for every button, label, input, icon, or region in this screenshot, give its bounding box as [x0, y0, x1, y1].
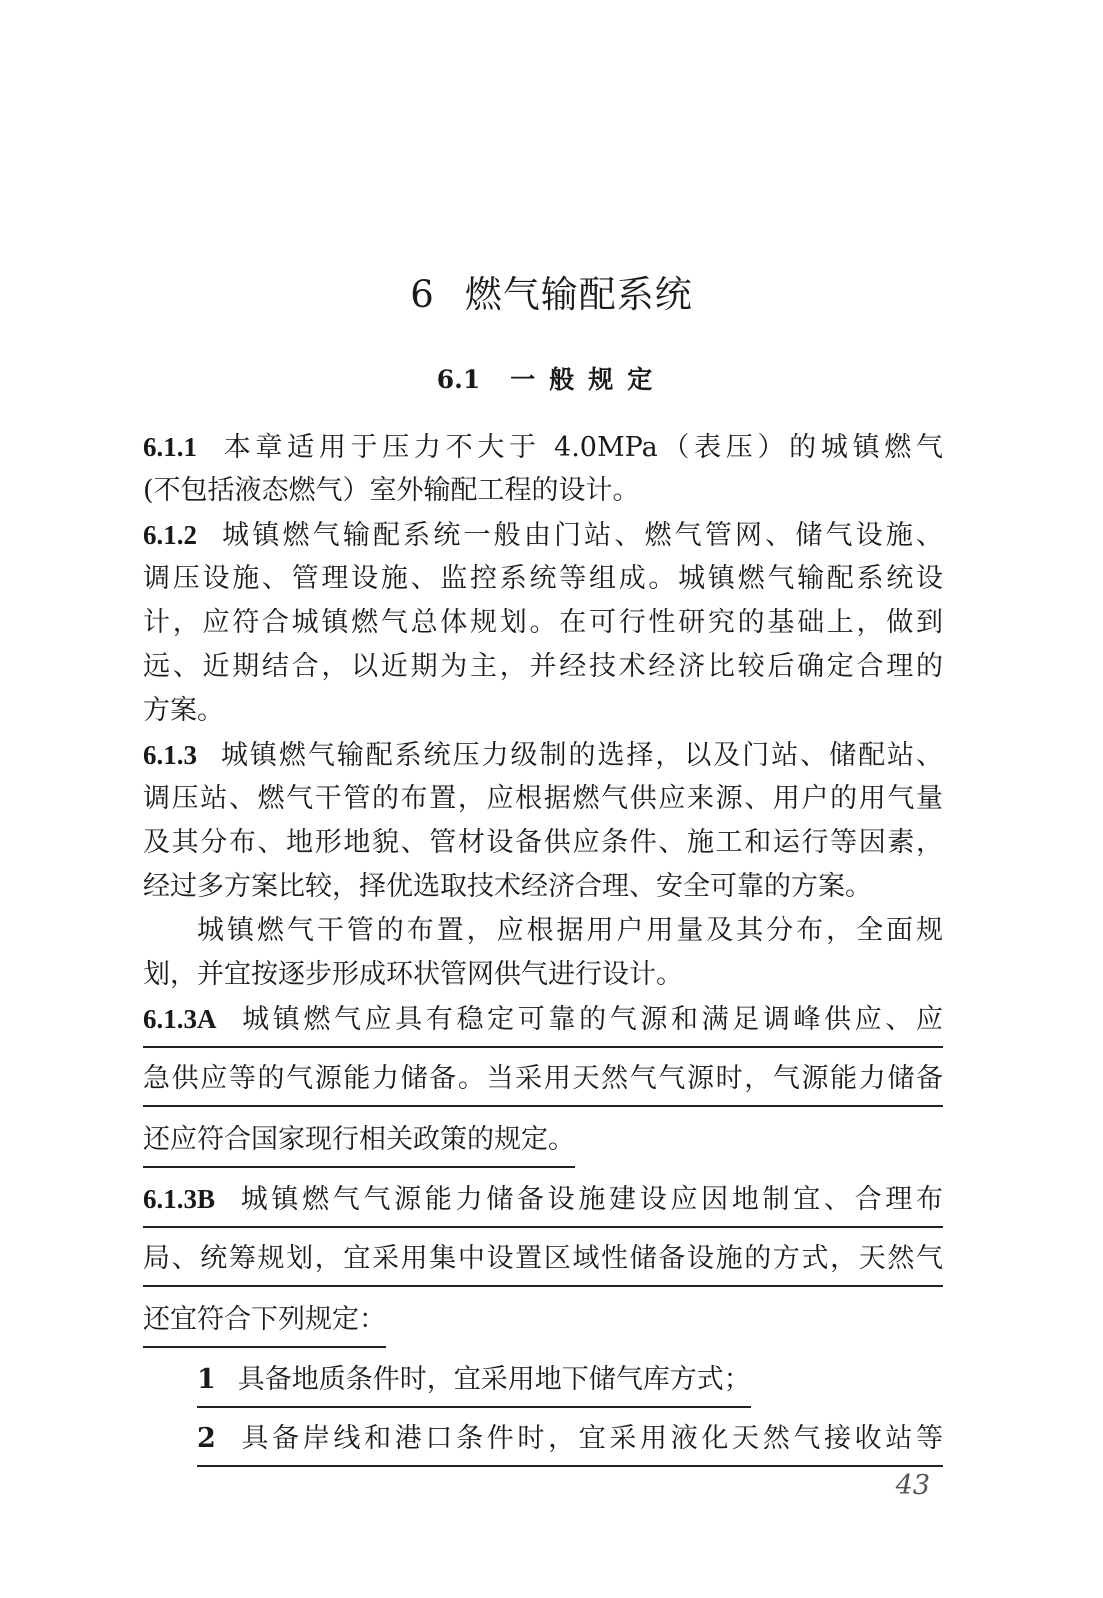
chapter-title [0, 270, 1103, 320]
underlined-line: 还应符合国家现行相关政策的规定。 [143, 1119, 943, 1179]
chapter-number: 6 [410, 273, 435, 316]
list-item-text: 具备岸线和港口条件时，宜采用液化天然气接收站等 [237, 1423, 943, 1454]
clause-text: 城镇燃气气源能力储备设施建设应因地制宜、合理布 [237, 1184, 943, 1215]
clause-6-1-2 [143, 513, 943, 733]
paragraph-line: 及其分布、地形地貌、管材设备供应条件、施工和运行等因素， [143, 827, 943, 858]
list-item [143, 1359, 943, 1419]
clause-number: 6.1.3 [143, 740, 197, 770]
clause-6-1-3 [143, 733, 943, 997]
paragraph-line: 调压设施、管理设施、监控系统等组成。城镇燃气输配系统设 [143, 563, 943, 594]
clause-6-1-3a [143, 999, 943, 1179]
underlined-line: 急供应等的气源能力储备。当采用天然气气源时，气源能力储备 [143, 1059, 943, 1119]
list-item-number: 2 [197, 1423, 216, 1454]
clause-number: 6.1.2 [143, 520, 197, 550]
clause-number: 6.1.3B [143, 1184, 216, 1214]
body-text [143, 425, 943, 1479]
page-number: 43 [895, 1470, 930, 1501]
clause-text: 本章适用于压力不大于 4.0MPa（表压）的城镇燃气 [219, 432, 943, 463]
paragraph-line: 调压站、燃气干管的布置，应根据燃气供应来源、用户的用气量 [143, 783, 943, 814]
clause-6-1-1 [143, 425, 943, 513]
section-title-text: 一般规定 [510, 365, 667, 394]
clause-number: 6.1.3A [143, 1004, 217, 1034]
clause-text: 城镇燃气输配系统一般由门站、燃气管网、储气设施、 [219, 520, 943, 551]
paragraph-line [143, 425, 943, 469]
underlined-line [143, 999, 943, 1059]
list-item-number: 1 [197, 1364, 216, 1395]
underlined-line: 还宜符合下列规定： [143, 1299, 943, 1359]
section-title [0, 362, 1103, 398]
paragraph-line: (不包括液态燃气）室外输配工程的设计。 [143, 475, 640, 506]
paragraph-line: 经过多方案比较，择优选取技术经济合理、安全可靠的方案。 [143, 871, 872, 902]
paragraph-line [143, 733, 943, 777]
clause-number: 6.1.1 [143, 432, 197, 462]
clause-text: 城镇燃气输配系统压力级制的选择，以及门站、储配站、 [219, 740, 943, 771]
clause-text: 城镇燃气应具有稳定可靠的气源和满足调峰供应、应 [238, 1004, 943, 1035]
clause-6-1-3b [143, 1179, 943, 1359]
underlined-line: 局、统筹规划，宜采用集中设置区域性储备设施的方式，天然气 [143, 1239, 943, 1299]
paragraph-line: 方案。 [143, 695, 224, 726]
paragraph-line [143, 513, 943, 557]
paragraph-line: 城镇燃气干管的布置，应根据用户用量及其分布，全面规 [197, 915, 943, 946]
list-item-text: 具备地质条件时，宜采用地下储气库方式； [237, 1364, 751, 1395]
underlined-line [143, 1179, 943, 1239]
paragraph-line: 计，应符合城镇燃气总体规划。在可行性研究的基础上，做到 [143, 607, 943, 638]
paragraph-line: 远、近期结合，以近期为主，并经技术经济比较后确定合理的 [143, 651, 943, 682]
chapter-title-text: 燃气输配系统 [464, 273, 693, 316]
section-number: 6.1 [436, 365, 481, 394]
paragraph-line: 划，并宜按逐步形成环状管网供气进行设计。 [143, 959, 683, 990]
list [143, 1359, 943, 1479]
list-item [143, 1419, 943, 1479]
